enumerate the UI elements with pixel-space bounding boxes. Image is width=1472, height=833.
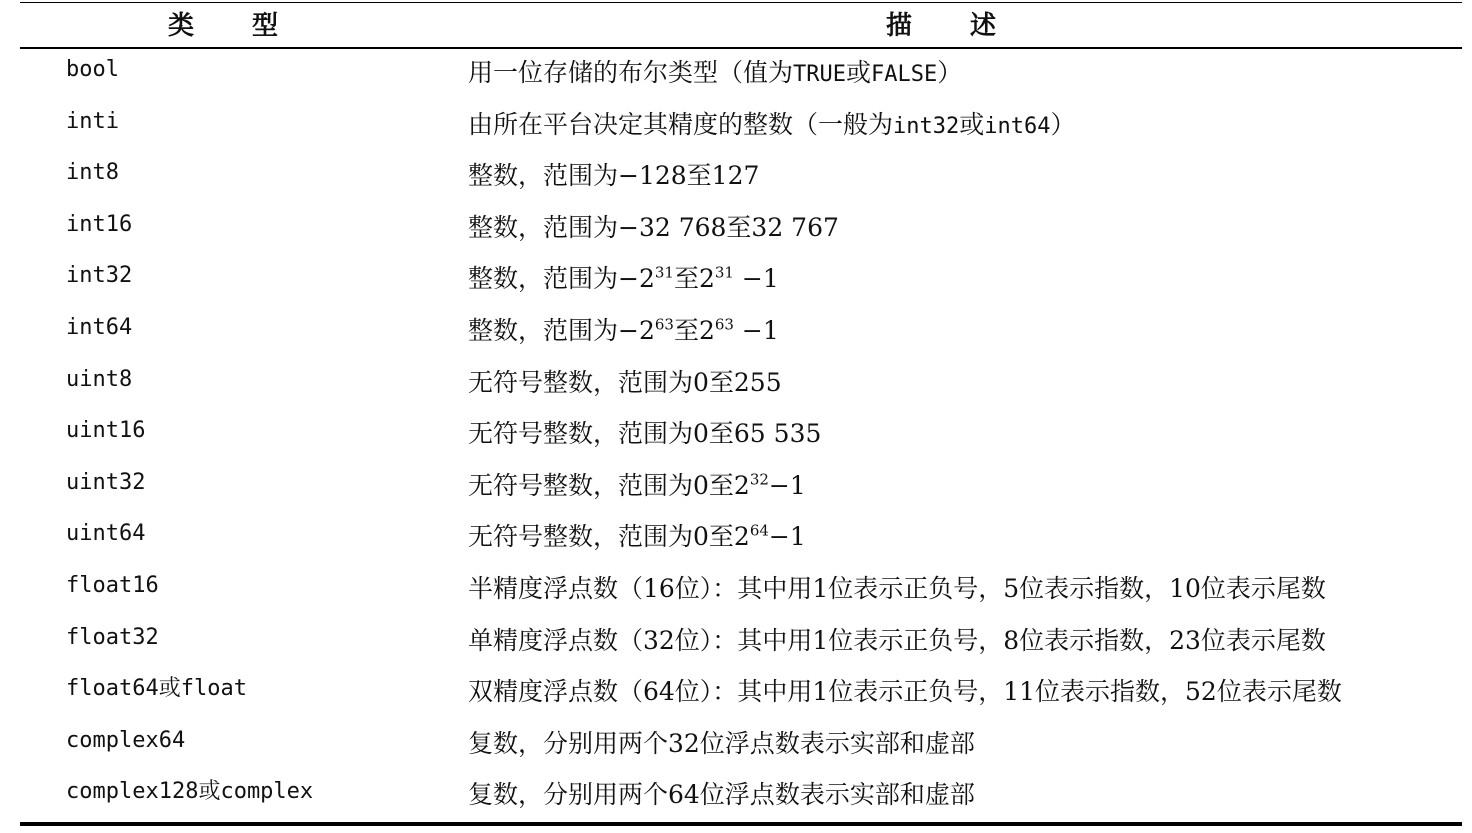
- type-cell: bool: [66, 57, 119, 82]
- description-cell: [468, 778, 975, 812]
- type-cell: uint32: [66, 469, 146, 495]
- description-text: −1: [733, 264, 779, 294]
- type-cell: uint8: [66, 366, 133, 392]
- description-text: 双精度浮点数（64位）：其中用1位表示正负号，11位表示指数，52位表示尾数: [468, 677, 1342, 707]
- table-body: [20, 50, 1462, 824]
- description-cell: [468, 417, 821, 451]
- table-top-rule: [20, 2, 1462, 3]
- description-cell: [468, 262, 779, 296]
- description-text: 无符号整数，范围为0至255: [468, 367, 782, 397]
- table-bottom-rule: [20, 822, 1462, 826]
- description-cell: [468, 366, 782, 400]
- type-cell: uint64: [66, 521, 146, 547]
- description-cell: [468, 108, 1076, 144]
- description-cell: [468, 314, 779, 348]
- exponent: 32: [749, 470, 769, 489]
- table-header: [20, 8, 1462, 44]
- description-text: 或: [959, 109, 985, 139]
- description-text: 整数，范围为−128至127: [468, 161, 760, 191]
- header-description: 描 述: [886, 11, 999, 41]
- description-text: 整数，范围为−2: [468, 264, 655, 294]
- description-text: ）: [1050, 109, 1076, 139]
- description-text: int32: [893, 113, 960, 139]
- table-row: [20, 205, 1462, 257]
- table-row: [20, 256, 1462, 308]
- table-row: [20, 463, 1462, 515]
- table-row: [20, 360, 1462, 412]
- exponent: 63: [654, 315, 674, 334]
- description-text: 无符号整数，范围为0至2: [468, 470, 750, 500]
- type-cell: int32: [66, 263, 133, 289]
- type-cell: int8: [66, 160, 119, 186]
- description-text: 至2: [673, 264, 715, 294]
- description-cell: [468, 159, 759, 193]
- type-cell: int64: [66, 314, 133, 340]
- table-row: [20, 102, 1462, 154]
- header-type: 类 型: [168, 11, 281, 41]
- description-text: −1: [733, 315, 779, 345]
- table-row: [20, 669, 1462, 721]
- description-cell: [468, 675, 1342, 709]
- description-cell: [468, 469, 806, 503]
- table-row: [20, 308, 1462, 360]
- table-row: [20, 411, 1462, 463]
- exponent: 31: [714, 264, 734, 283]
- description-text: −1: [768, 522, 806, 552]
- table-row: [20, 772, 1462, 824]
- exponent: 31: [654, 264, 674, 283]
- description-cell: [468, 56, 962, 92]
- type-cell: complex128或complex: [66, 779, 314, 805]
- description-cell: [468, 572, 1326, 606]
- description-text: 无符号整数，范围为0至65 535: [468, 419, 822, 449]
- type-cell: float64或float: [66, 676, 247, 702]
- type-cell: uint16: [66, 418, 146, 444]
- description-text: int64: [984, 113, 1051, 139]
- exponent: 64: [749, 522, 769, 541]
- table-header-rule: [20, 47, 1462, 49]
- description-text: TRUE: [793, 62, 846, 87]
- table-row: [20, 153, 1462, 205]
- description-cell: [468, 727, 975, 761]
- description-text: 用一位存储的布尔类型（值为: [468, 58, 794, 87]
- description-text: −1: [768, 470, 806, 500]
- type-cell: float32: [66, 624, 159, 650]
- description-text: 整数，范围为−2: [468, 315, 655, 345]
- table-row: [20, 618, 1462, 670]
- table-row: [20, 566, 1462, 618]
- description-text: 复数，分别用两个64位浮点数表示实部和虚部: [468, 780, 975, 810]
- type-cell: int16: [66, 211, 133, 237]
- description-text: 或: [846, 58, 872, 87]
- table-row: [20, 50, 1462, 102]
- description-cell: [468, 624, 1326, 658]
- exponent: 63: [714, 315, 734, 334]
- description-text: FALSE: [871, 62, 938, 87]
- table-row: [20, 514, 1462, 566]
- description-cell: [468, 520, 806, 554]
- description-text: 至2: [673, 315, 715, 345]
- description-text: 由所在平台决定其精度的整数（一般为: [468, 109, 894, 139]
- description-text: ）: [937, 58, 963, 87]
- description-text: 复数，分别用两个32位浮点数表示实部和虚部: [468, 728, 975, 758]
- type-cell: float16: [66, 572, 159, 598]
- description-text: 无符号整数，范围为0至2: [468, 522, 750, 552]
- description-cell: [468, 211, 839, 245]
- table-row: [20, 721, 1462, 773]
- description-text: 整数，范围为−32 768至32 767: [468, 212, 839, 242]
- type-cell: complex64: [66, 727, 186, 753]
- description-text: 半精度浮点数（16位）：其中用1位表示正负号，5位表示指数，10位表示尾数: [468, 573, 1326, 603]
- type-cell: inti: [66, 108, 119, 134]
- description-text: 单精度浮点数（32位）：其中用1位表示正负号，8位表示指数，23位表示尾数: [468, 625, 1326, 655]
